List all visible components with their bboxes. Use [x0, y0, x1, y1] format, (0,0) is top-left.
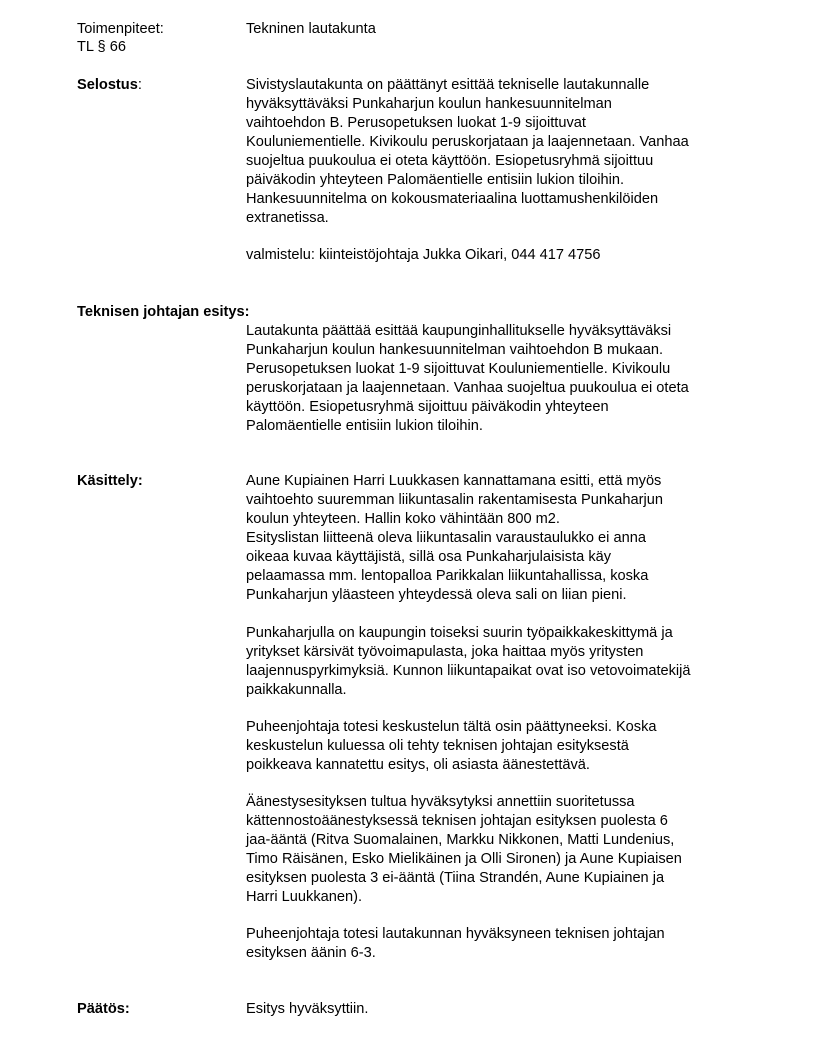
kasittely-p1-line: Esityslistan liitteenä oleva liikuntasalin varaustaulukko ei anna — [246, 530, 646, 546]
kasittely-p4-line: jaa-ääntä (Ritva Suomalainen, Markku Nikkonen, Matti Lundenius, — [246, 832, 675, 848]
kasittely-p2-line: paikkakunnalla. — [246, 682, 347, 698]
selostus-label-bold: Selostus — [77, 77, 138, 93]
kasittely-p4-line: kättennostoäänestyksessä teknisen johtajan esityksen puolesta 6 — [246, 813, 668, 829]
selostus-line: extranetissa. — [246, 210, 329, 226]
selostus-line: hyväksyttäväksi Punkaharjun koulun hankesuunnitelman — [246, 96, 612, 112]
selostus-line: Sivistyslautakunta on päättänyt esittää tekniselle lautakunnalle — [246, 77, 650, 93]
kasittely-p1-line: Punkaharjun yläasteen yhteydessä oleva sali on liian pieni. — [246, 587, 627, 603]
section-number: TL § 66 — [77, 39, 126, 55]
selostus-label-colon: : — [137, 77, 142, 93]
esitys-line: Punkaharjun koulun hankesuunnitelman vaihtoehdon B mukaan. — [246, 342, 664, 358]
kasittely-p1-line: Aune Kupiainen Harri Luukkasen kannattamana esitti, että myös — [246, 473, 662, 489]
selostus-label — [77, 76, 142, 95]
kasittely-label: Käsittely: — [77, 473, 143, 489]
kasittely-p4-line: Harri Luukkanen). — [246, 889, 362, 905]
kasittely-p4-line: Äänestysesityksen tultua hyväksytyksi annettiin suoritetussa — [246, 794, 635, 810]
kasittely-p3-line: keskustelun kuluessa oli tehty teknisen johtajan esityksestä — [246, 738, 629, 754]
kasittely-p3-line: poikkeava kannatettu esitys, oli asiasta äänestettävä. — [246, 757, 590, 773]
esitys-line: käyttöön. Esiopetusryhmä sijoittuu päiväkodin yhteyteen — [246, 399, 609, 415]
kasittely-p1-line: vaihtoehto suuremman liikuntasalin rakentamisesta Punkaharjun — [246, 492, 663, 508]
selostus-line: Kouluniementielle. Kivikoulu peruskorjataan ja laajennetaan. Vanhaa — [246, 134, 689, 150]
kasittely-p2-line: laajennuspyrkimyksiä. Kunnon liikuntapaikat ovat iso vetovoimatekijä — [246, 663, 691, 679]
kasittely-p4-line: Timo Räisänen, Esko Mielikäinen ja Olli Sironen) ja Aune Kupiaisen — [246, 851, 682, 867]
kasittely-p2-line: Punkaharjulla on kaupungin toiseksi suurin työpaikkakeskittymä ja — [246, 625, 673, 641]
selostus-line: suojeltua puukoulua ei oteta käyttöön. Esiopetusryhmä sijoittuu — [246, 153, 654, 169]
esitys-line: peruskorjataan ja laajennetaan. Vanhaa suojeltua puukoulua ei oteta — [246, 380, 689, 396]
committee-name: Tekninen lautakunta — [246, 21, 376, 37]
selostus-line: vaihtoehdon B. Perusopetuksen luokat 1-9 sijoittuvat — [246, 115, 586, 131]
kasittely-p1-line: oikeaa kuvaa käyttäjistä, sillä osa Punkaharjulaisista käy — [246, 549, 612, 565]
paatos-text: Esitys hyväksyttiin. — [246, 1001, 369, 1017]
kasittely-p3-line: Puheenjohtaja totesi keskustelun tältä osin päättyneeksi. Koska — [246, 719, 657, 735]
valmistelu-line: valmistelu: kiinteistöjohtaja Jukka Oikari, 044 417 4756 — [246, 247, 601, 263]
kasittely-p1-line: koulun yhteyteen. Hallin koko vähintään 800 m2. — [246, 511, 560, 527]
paatos-label: Päätös: — [77, 1001, 130, 1017]
esitys-label: Teknisen johtajan esitys: — [77, 304, 250, 320]
esitys-line: Lautakunta päättää esittää kaupunginhallitukselle hyväksyttäväksi — [246, 323, 672, 339]
kasittely-p5-line: esityksen äänin 6-3. — [246, 945, 376, 961]
kasittely-p2-line: yritykset kärsivät työvoimapulasta, joka haittaa myös yritysten — [246, 644, 644, 660]
selostus-line: päiväkodin yhteyteen Palomäentielle entisiin lukion tiloihin. — [246, 172, 625, 188]
kasittely-p4-line: esityksen puolesta 3 ei-ääntä (Tiina Strandén, Aune Kupiainen ja — [246, 870, 665, 886]
kasittely-p1-line: pelaamassa mm. lentopalloa Parikkalan liikuntahallissa, koska — [246, 568, 649, 584]
esitys-line: Perusopetuksen luokat 1-9 sijoittuvat Kouluniementielle. Kivikoulu — [246, 361, 671, 377]
toimenpiteet-label: Toimenpiteet: — [77, 21, 164, 37]
selostus-line: Hankesuunnitelma on kokousmateriaalina luottamushenkilöiden — [246, 191, 659, 207]
esitys-line: Palomäentielle entisiin lukion tiloihin. — [246, 418, 483, 434]
kasittely-p5-line: Puheenjohtaja totesi lautakunnan hyväksyneen teknisen johtajan — [246, 926, 665, 942]
